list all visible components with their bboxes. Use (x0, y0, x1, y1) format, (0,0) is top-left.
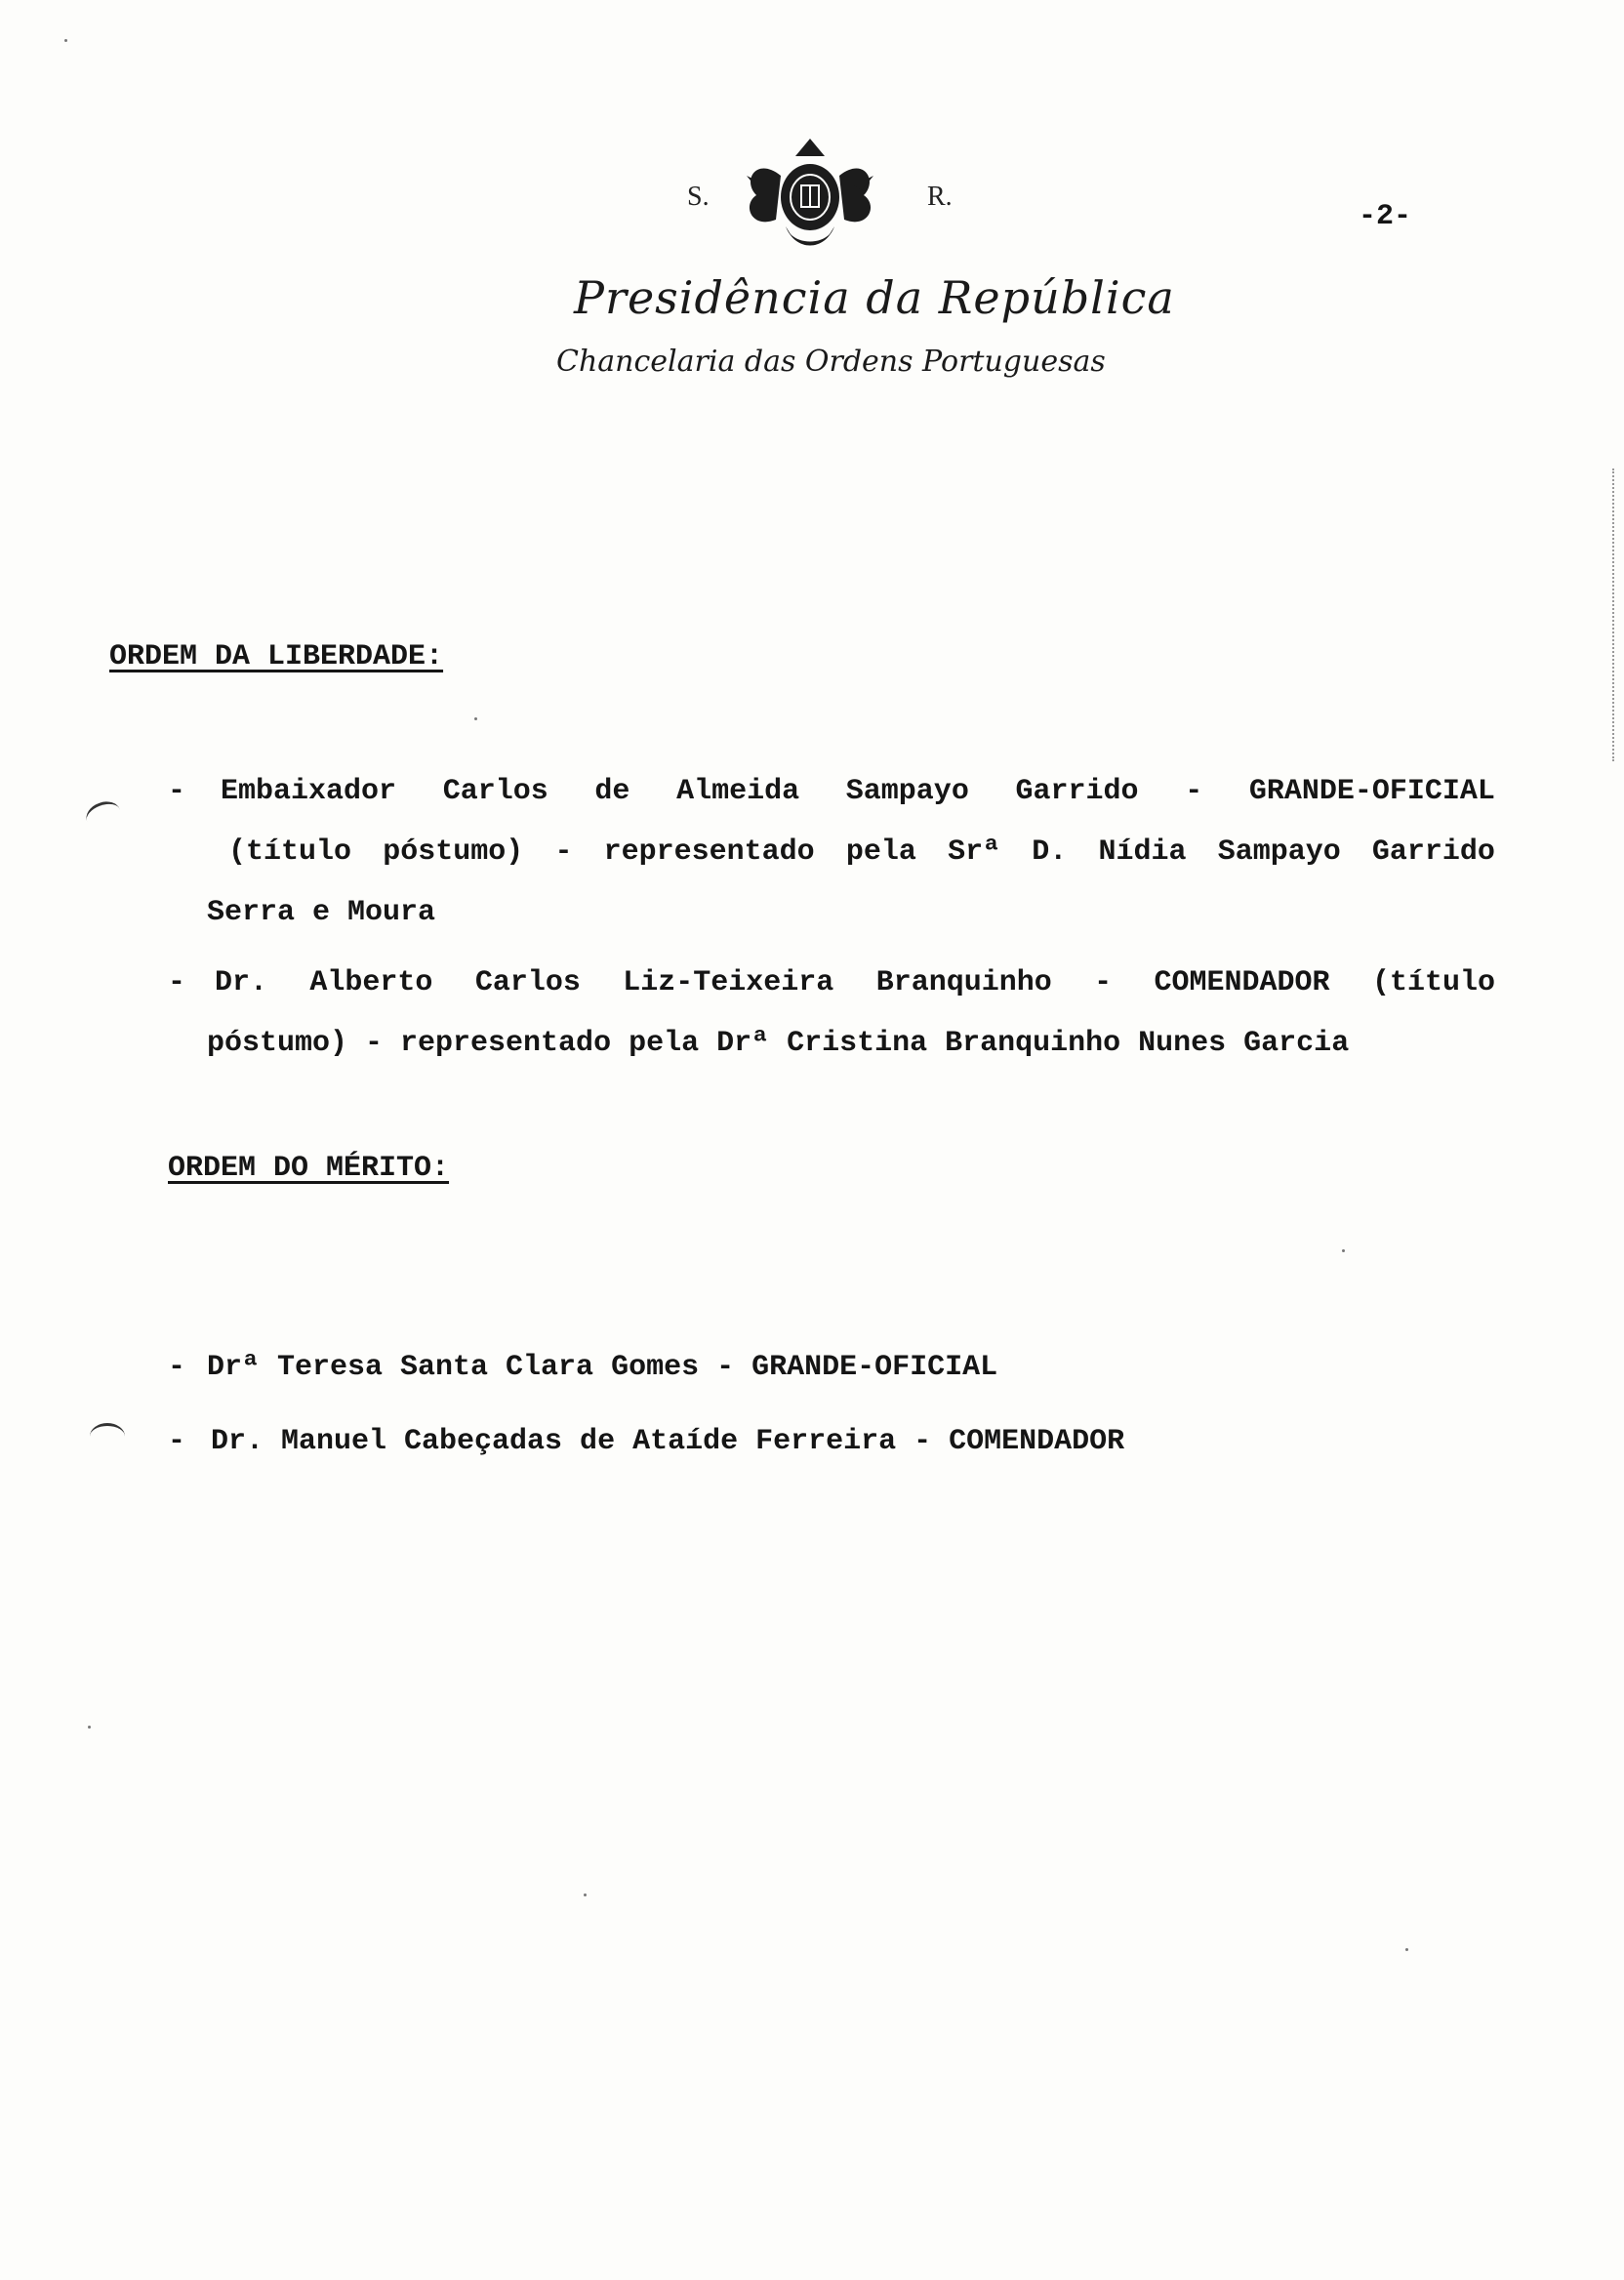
letterhead-r-initial: R. (927, 182, 953, 212)
list-item (168, 953, 1495, 1074)
scan-speck (64, 39, 67, 42)
word: Branquinho (875, 966, 1052, 999)
word: D. (1032, 835, 1068, 869)
word: Garrido (1371, 835, 1495, 869)
word: Alberto (309, 966, 433, 999)
word: Almeida (676, 775, 800, 808)
word: (título (1371, 966, 1495, 999)
scan-edge-shadow (1612, 468, 1616, 761)
word: representado (603, 835, 815, 869)
scan-speck (88, 1726, 91, 1729)
entry-line: Drª Teresa Santa Clara Gomes - GRANDE-OFICIAL (207, 1351, 998, 1384)
scan-speck (474, 717, 477, 720)
entry-line: Serra e Moura (207, 896, 436, 929)
section-heading-ordem-do-merito: ORDEM DO MÉRITO: (168, 1152, 450, 1185)
word: Embaixador (221, 775, 397, 808)
word: Garrido (1015, 775, 1139, 808)
letterhead-subtitle: Chancelaria das Ordens Portuguesas (556, 345, 1106, 379)
list-item (168, 1411, 1124, 1472)
word: Dr. (215, 966, 268, 999)
word: Srª (948, 835, 1001, 869)
margin-pencil-mark (82, 797, 124, 835)
word: pela (845, 835, 916, 869)
letterhead-s-initial: S. (687, 182, 710, 212)
scan-speck (584, 1893, 587, 1896)
word: Sampayo (845, 775, 969, 808)
entry-line (168, 822, 1495, 882)
scan-speck (1342, 1249, 1345, 1252)
word: - (554, 835, 573, 869)
page-number: -2- (1359, 200, 1412, 233)
word: - (1185, 775, 1203, 808)
margin-pencil-mark (90, 1423, 125, 1449)
word: Carlos (442, 775, 548, 808)
list-dash: - (168, 1425, 186, 1458)
entry-line: póstumo) - representado pela Drª Cristina Branquinho Nunes Garcia (207, 1027, 1350, 1060)
word: de (594, 775, 630, 808)
list-dash: - (168, 966, 186, 999)
word: Sampayo (1217, 835, 1341, 869)
entry-line (168, 953, 1495, 1013)
entry-line (168, 761, 1495, 822)
section-heading-ordem-da-liberdade: ORDEM DA LIBERDADE: (109, 640, 444, 673)
list-dash: - (168, 1351, 186, 1384)
list-item (168, 761, 1495, 943)
letterhead-title: Presidência da República (574, 271, 1175, 324)
scan-speck (1405, 1948, 1408, 1951)
list-dash: - (168, 775, 186, 808)
word: Nídia (1098, 835, 1187, 869)
word: póstumo) (383, 835, 524, 869)
coat-of-arms-icon (737, 137, 883, 264)
word: Carlos (474, 966, 581, 999)
word: (título (228, 835, 352, 869)
entry-line: Dr. Manuel Cabeçadas de Ataíde Ferreira - COMENDADOR (211, 1425, 1125, 1458)
list-item (168, 1337, 997, 1398)
word: COMENDADOR (1154, 966, 1330, 999)
word: Liz-Teixeira (623, 966, 834, 999)
word: GRANDE-OFICIAL (1248, 775, 1495, 808)
word: - (1094, 966, 1113, 999)
